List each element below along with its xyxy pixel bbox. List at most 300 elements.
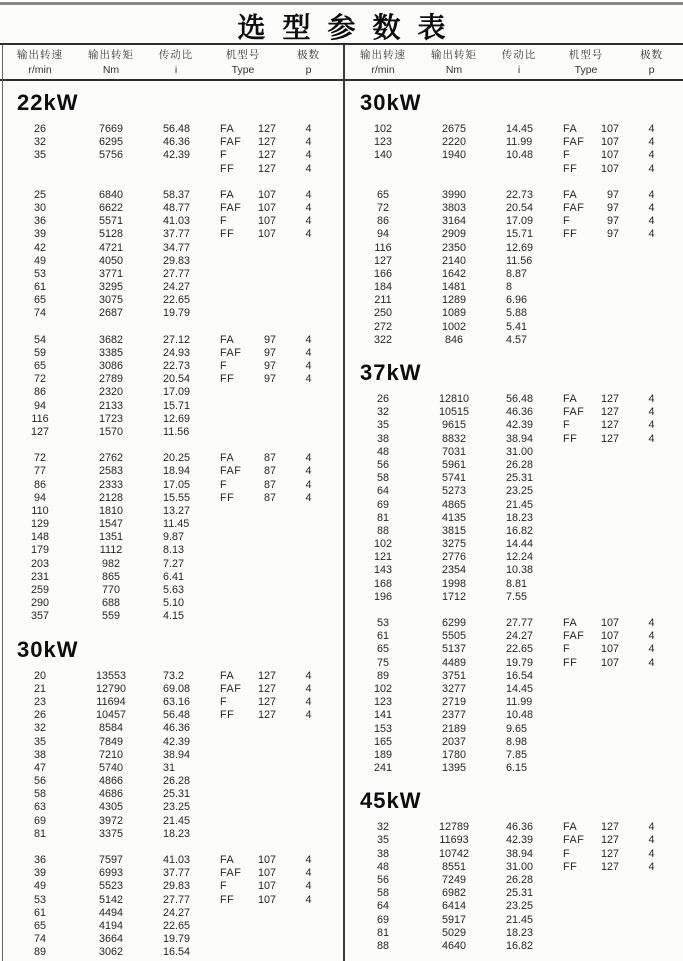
cell-poles: 4 <box>305 228 312 241</box>
model-size: 127 <box>257 695 276 708</box>
cell-model-type <box>210 531 276 544</box>
cell-model-type <box>553 485 619 498</box>
model-size <box>593 281 619 294</box>
cell-model-type <box>553 123 619 136</box>
table-row <box>343 736 683 749</box>
table-row <box>0 670 343 683</box>
cell-output-speed: 203 <box>30 557 49 570</box>
cell-model-type <box>210 163 276 176</box>
cell-output-speed: 148 <box>30 531 49 544</box>
model-size: 127 <box>257 682 276 695</box>
table-row <box>0 413 343 426</box>
cell-model-type <box>210 373 276 386</box>
cell-poles <box>619 512 683 525</box>
cell-ratio: 5.88 <box>506 307 528 320</box>
model-size <box>593 887 619 900</box>
cell-model-type <box>553 617 619 630</box>
cell-output-speed: 54 <box>33 333 46 346</box>
model-size <box>250 268 276 281</box>
cell-output-torque: 5029 <box>441 926 467 939</box>
table-row <box>343 512 683 525</box>
cell-model-type <box>553 215 619 228</box>
cell-poles <box>619 281 683 294</box>
cell-ratio: 4.15 <box>163 610 185 623</box>
table-row <box>0 775 343 788</box>
model-size <box>593 749 619 762</box>
table-row <box>343 242 683 255</box>
model-size <box>593 551 619 564</box>
cell-output-speed: 47 <box>33 761 46 774</box>
cell-output-torque: 1642 <box>441 267 467 280</box>
cell-model-type <box>210 597 276 610</box>
cell-output-torque: 5142 <box>98 893 124 906</box>
cell-output-torque: 5571 <box>98 215 124 228</box>
cell-output-torque <box>423 163 485 176</box>
section-title: 45kW <box>360 788 422 814</box>
model-code <box>220 518 250 531</box>
cell-output-torque: 7031 <box>441 445 467 458</box>
table-row <box>343 215 683 228</box>
table-row <box>0 505 343 518</box>
cell-ratio: 24.27 <box>506 630 534 643</box>
model-code <box>220 828 250 841</box>
model-code <box>220 815 250 828</box>
cell-poles <box>276 597 341 610</box>
cell-model-type <box>210 722 276 735</box>
cell-model-type <box>553 242 619 255</box>
cell-output-speed: 102 <box>373 123 392 135</box>
cell-ratio: 73.2 <box>163 669 185 682</box>
cell-output-speed: 26 <box>33 709 46 722</box>
header-unit: i <box>174 64 178 76</box>
model-code <box>563 887 593 900</box>
cell-model-type <box>553 736 619 749</box>
model-size <box>593 459 619 472</box>
model-code <box>563 334 593 347</box>
header-output-torque <box>80 47 142 77</box>
cell-ratio <box>485 163 553 176</box>
cell-output-speed: 88 <box>376 524 389 537</box>
cell-model-type <box>210 386 276 399</box>
cell-output-torque: 2776 <box>441 551 467 564</box>
model-code <box>220 255 250 268</box>
cell-ratio: 42.39 <box>163 735 191 748</box>
model-size <box>250 307 276 320</box>
cell-output-speed: 123 <box>373 696 392 709</box>
cell-model-type <box>210 762 276 775</box>
cell-ratio: 20.54 <box>506 201 534 214</box>
cell-output-speed: 48 <box>376 860 389 873</box>
cell-ratio: 16.82 <box>506 939 534 952</box>
cell-output-torque: 11693 <box>439 834 469 847</box>
model-size: 127 <box>600 821 619 834</box>
table-row <box>0 828 343 841</box>
model-size <box>593 591 619 604</box>
cell-ratio: 5.63 <box>163 584 185 596</box>
table-row <box>343 446 683 459</box>
cell-ratio: 41.03 <box>163 854 191 866</box>
table-row <box>0 920 343 933</box>
cell-model-type <box>553 683 619 696</box>
cell-poles <box>619 268 683 281</box>
cell-model-type <box>553 821 619 834</box>
cell-output-speed: 94 <box>33 491 46 504</box>
cell-output-torque: 11694 <box>96 695 126 708</box>
cell-output-torque: 2762 <box>98 452 124 465</box>
header-ratio <box>485 47 553 77</box>
model-size: 107 <box>257 854 276 866</box>
model-size: 97 <box>606 188 619 201</box>
cell-model-type <box>553 709 619 722</box>
model-size: 127 <box>257 709 276 722</box>
cell-output-torque: 5505 <box>441 630 467 643</box>
cell-output-speed: 38 <box>376 847 389 860</box>
cell-model-type <box>210 479 276 492</box>
model-size <box>250 815 276 828</box>
model-size <box>250 558 276 571</box>
model-size <box>250 255 276 268</box>
model-size: 107 <box>257 215 276 228</box>
model-code: FA <box>220 669 235 682</box>
cell-model-type <box>553 564 619 577</box>
table-row <box>0 136 343 149</box>
model-code: F <box>563 419 571 432</box>
cell-output-speed: 357 <box>30 610 49 623</box>
cell-ratio: 25.31 <box>506 472 534 485</box>
cell-output-speed: 56 <box>376 874 389 886</box>
cell-output-torque: 865 <box>101 570 120 583</box>
cell-output-speed: 65 <box>376 188 389 201</box>
cell-ratio: 46.36 <box>506 406 534 419</box>
cell-poles <box>619 683 683 696</box>
cell-output-torque: 13553 <box>95 669 127 682</box>
model-code: F <box>220 360 228 372</box>
cell-output-speed: 196 <box>373 590 392 603</box>
header-label: 传动比 <box>158 49 194 61</box>
cell-output-torque: 770 <box>101 584 120 596</box>
header-label: 输出转速 <box>17 49 63 61</box>
cell-output-speed: 140 <box>373 149 392 162</box>
cell-model-type <box>553 591 619 604</box>
table-row <box>343 749 683 762</box>
table-row <box>0 683 343 696</box>
cell-poles <box>619 927 683 940</box>
table-row <box>343 268 683 281</box>
table-row <box>343 307 683 320</box>
table-header-right <box>343 47 683 77</box>
cell-model-type <box>210 749 276 762</box>
cell-output-torque: 2037 <box>441 735 467 748</box>
cell-output-speed: 49 <box>33 254 46 267</box>
table-row <box>0 558 343 571</box>
cell-ratio: 11.99 <box>506 696 533 709</box>
model-code <box>563 670 593 683</box>
cell-output-speed: 38 <box>376 432 389 445</box>
table-header-left <box>0 47 343 77</box>
model-code: FAF <box>220 136 242 149</box>
model-code: FF <box>563 432 578 445</box>
cell-ratio: 27.77 <box>506 617 534 629</box>
cell-output-torque: 9615 <box>441 419 467 432</box>
cell-ratio: 7.85 <box>506 748 528 761</box>
model-size: 107 <box>257 880 276 893</box>
cell-ratio: 14.45 <box>506 682 534 695</box>
model-code: FF <box>220 228 235 241</box>
model-size: 97 <box>606 215 619 228</box>
table-row <box>0 294 343 307</box>
model-size: 127 <box>257 149 276 162</box>
cell-ratio: 56.48 <box>506 393 534 405</box>
model-code <box>220 242 250 255</box>
cell-output-torque: 10742 <box>438 847 470 860</box>
cell-model-type <box>553 406 619 419</box>
cell-output-speed: 58 <box>33 788 46 801</box>
cell-model-type <box>553 696 619 709</box>
cell-poles <box>619 294 683 307</box>
cell-model-type <box>553 630 619 643</box>
cell-output-torque: 10515 <box>438 406 470 419</box>
cell-output-torque: 2719 <box>441 696 467 709</box>
cell-ratio: 23.25 <box>163 801 191 814</box>
cell-output-torque: 5740 <box>98 761 124 774</box>
table-row <box>343 538 683 551</box>
cell-ratio: 8.98 <box>506 735 528 748</box>
cell-poles: 4 <box>305 201 312 214</box>
cell-model-type <box>210 255 276 268</box>
header-ratio <box>142 47 210 77</box>
model-code: FAF <box>220 465 242 478</box>
cell-poles: 4 <box>305 893 312 906</box>
header-divider-rule <box>0 79 683 81</box>
cell-output-torque: 3664 <box>98 933 124 946</box>
cell-poles <box>619 564 683 577</box>
cell-poles <box>276 610 341 623</box>
cell-poles <box>619 591 683 604</box>
model-size <box>250 571 276 584</box>
model-size <box>593 736 619 749</box>
cell-output-torque: 3751 <box>441 669 467 682</box>
cell-poles: 4 <box>305 188 312 201</box>
model-code <box>563 749 593 762</box>
cell-poles <box>276 762 341 775</box>
model-size <box>250 413 276 426</box>
model-size: 97 <box>263 360 276 372</box>
model-size <box>250 775 276 788</box>
cell-poles: 4 <box>648 419 655 432</box>
cell-model-type <box>210 149 276 162</box>
cell-poles <box>276 749 341 762</box>
header-label: 机型号 <box>225 49 261 61</box>
cell-output-torque: 1089 <box>441 307 467 320</box>
table-row <box>343 551 683 564</box>
cell-poles: 4 <box>648 656 655 669</box>
cell-poles: 4 <box>305 880 312 893</box>
model-size <box>250 946 276 959</box>
cell-poles: 4 <box>648 188 655 201</box>
header-unit: p <box>305 64 312 76</box>
cell-output-speed: 32 <box>376 406 389 419</box>
model-size <box>250 400 276 413</box>
cell-ratio: 14.45 <box>506 123 534 135</box>
model-size <box>250 294 276 307</box>
cell-ratio: 34.77 <box>163 241 191 254</box>
cell-ratio: 38.94 <box>506 432 534 445</box>
model-code: FAF <box>220 867 242 880</box>
cell-poles: 4 <box>648 860 655 873</box>
model-code: F <box>563 643 571 656</box>
model-code: FA <box>563 123 578 135</box>
model-size <box>250 518 276 531</box>
model-code <box>220 571 250 584</box>
cell-output-torque: 3815 <box>441 524 467 537</box>
cell-output-torque: 5128 <box>98 228 124 241</box>
cell-ratio: 26.28 <box>506 874 534 886</box>
cell-poles: 4 <box>305 123 312 135</box>
model-code <box>563 591 593 604</box>
row-group <box>0 670 343 841</box>
table-row <box>343 334 683 347</box>
table-row <box>343 670 683 683</box>
cell-output-speed: 65 <box>33 919 46 932</box>
table-header <box>0 47 683 77</box>
cell-ratio: 41.03 <box>163 215 191 228</box>
cell-output-speed: 35 <box>33 149 46 162</box>
cell-output-torque: 3062 <box>98 946 124 959</box>
cell-output-torque: 2675 <box>441 123 467 135</box>
cell-output-torque: 559 <box>101 610 120 623</box>
model-code: FF <box>220 893 235 906</box>
cell-model-type <box>553 393 619 406</box>
model-size <box>593 927 619 940</box>
power-section <box>343 788 683 953</box>
cell-output-speed: 153 <box>373 722 392 735</box>
cell-output-speed: 116 <box>374 241 392 254</box>
table-row <box>0 386 343 399</box>
cell-poles <box>619 578 683 591</box>
header-label: 输出转矩 <box>88 49 134 61</box>
cell-output-torque <box>80 163 142 176</box>
cell-output-torque: 3086 <box>98 360 124 372</box>
model-size: 127 <box>600 432 619 445</box>
model-size <box>593 294 619 307</box>
model-code <box>563 709 593 722</box>
header-poles <box>619 47 683 77</box>
model-size: 107 <box>600 162 619 175</box>
model-size <box>250 610 276 623</box>
model-code <box>220 946 250 959</box>
table-row <box>343 683 683 696</box>
cell-output-torque: 5756 <box>98 149 124 162</box>
cell-model-type <box>553 749 619 762</box>
model-size <box>250 505 276 518</box>
cell-ratio: 23.25 <box>506 485 534 498</box>
cell-ratio: 11.45 <box>163 518 190 531</box>
cell-poles <box>619 736 683 749</box>
table-row <box>343 578 683 591</box>
cell-ratio: 11.56 <box>163 425 190 438</box>
table-row <box>0 163 343 176</box>
cell-ratio: 18.23 <box>506 926 534 939</box>
header-label: 机型号 <box>568 49 604 61</box>
cell-poles <box>619 525 683 538</box>
cell-poles: 4 <box>648 821 655 834</box>
cell-output-torque: 6299 <box>441 617 467 629</box>
cell-output-speed: 116 <box>31 412 49 425</box>
header-unit: p <box>648 64 655 76</box>
cell-poles <box>276 558 341 571</box>
table-row <box>343 419 683 432</box>
cell-output-speed: 32 <box>33 136 46 149</box>
model-code <box>220 400 250 413</box>
table-row <box>0 465 343 478</box>
cell-ratio: 37.77 <box>163 228 191 241</box>
model-size <box>250 426 276 439</box>
table-row <box>343 228 683 241</box>
cell-output-speed: 110 <box>31 504 49 517</box>
cell-output-speed: 32 <box>376 821 389 834</box>
cell-ratio: 9.87 <box>163 531 185 544</box>
cell-poles <box>276 294 341 307</box>
cell-model-type <box>553 228 619 241</box>
cell-model-type <box>210 452 276 465</box>
header-unit: Type <box>231 64 255 76</box>
cell-output-speed: 53 <box>33 893 46 906</box>
table-row <box>343 123 683 136</box>
model-size <box>593 525 619 538</box>
cell-ratio: 12.24 <box>506 551 534 564</box>
cell-ratio: 11.99 <box>506 136 533 149</box>
cell-model-type <box>210 801 276 814</box>
cell-poles: 4 <box>648 201 655 214</box>
cell-poles <box>276 255 341 268</box>
table-row <box>0 452 343 465</box>
cell-model-type <box>210 544 276 557</box>
row-group <box>0 334 343 440</box>
cell-output-speed: 35 <box>376 834 389 847</box>
cell-poles: 4 <box>305 373 312 386</box>
cell-output-torque: 5961 <box>441 458 467 471</box>
cell-poles: 4 <box>648 432 655 445</box>
model-size: 107 <box>257 188 276 201</box>
model-size <box>250 920 276 933</box>
cell-output-torque: 4494 <box>98 906 124 919</box>
cell-output-speed: 81 <box>376 926 389 939</box>
header-label: 传动比 <box>501 49 537 61</box>
model-size <box>250 762 276 775</box>
model-size: 97 <box>606 228 619 241</box>
cell-poles: 4 <box>648 149 655 162</box>
cell-model-type <box>210 242 276 255</box>
model-code <box>220 268 250 281</box>
cell-output-speed: 74 <box>33 933 46 946</box>
cell-output-speed: 53 <box>33 267 46 280</box>
cell-ratio: 16.54 <box>506 669 534 682</box>
model-code: FA <box>220 854 235 866</box>
table-row <box>343 202 683 215</box>
table-row <box>0 202 343 215</box>
cell-output-torque: 6622 <box>98 201 124 214</box>
model-size <box>593 696 619 709</box>
cell-output-speed: 36 <box>33 215 46 228</box>
cell-model-type <box>553 762 619 775</box>
cell-model-type <box>553 136 619 149</box>
model-size: 97 <box>263 333 276 346</box>
model-code <box>563 485 593 498</box>
power-section <box>0 637 343 960</box>
cell-model-type <box>210 228 276 241</box>
table-row <box>343 630 683 643</box>
cell-model-type <box>553 419 619 432</box>
